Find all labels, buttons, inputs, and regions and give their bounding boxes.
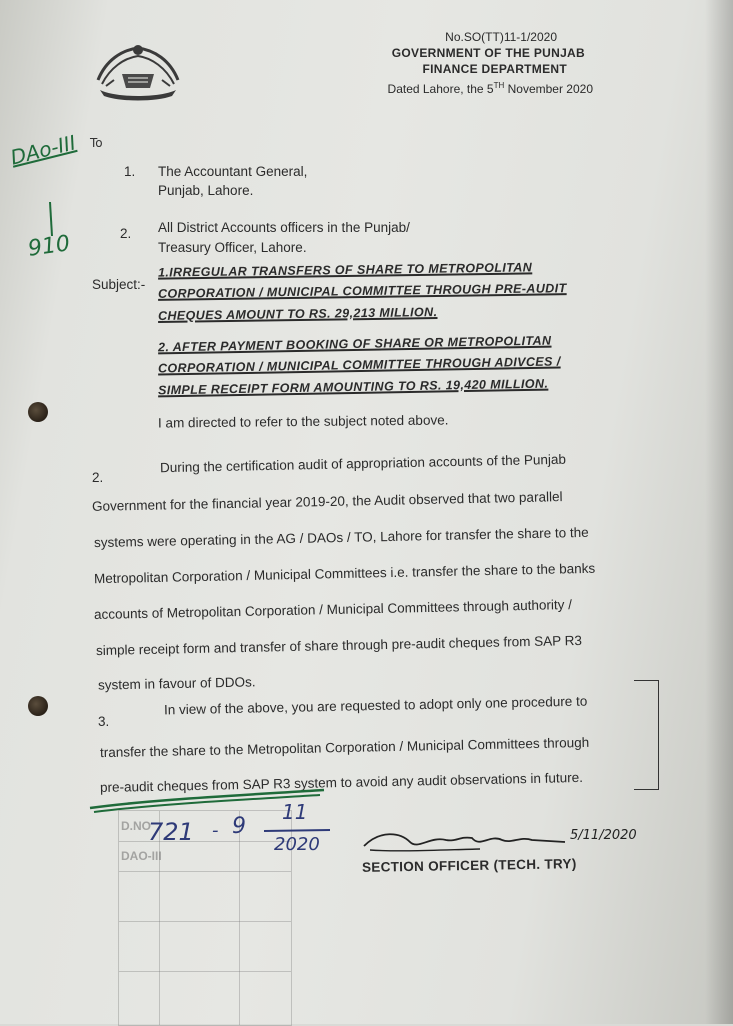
subject-label: Subject:- [92, 277, 146, 292]
paragraph-2-line: system in favour of DDOs. [97, 674, 256, 693]
handwritten-day: 9 [232, 814, 246, 839]
stamp-label-number: D.NO [121, 819, 151, 833]
paragraph-2-line: systems were operating in the AG / DAOs / TO, Lahore for transfer the share to the [93, 524, 589, 551]
handwritten-tick-mark [40, 200, 60, 240]
subject-item1-line1: 1.IRREGULAR TRANSFERS OF SHARE TO METROPOLITAN [157, 260, 533, 280]
paragraph-3-number: 3. [98, 714, 110, 729]
signature-date: 5/11/2020 [570, 828, 637, 843]
handwritten-dao-note: DAo-III [8, 130, 79, 170]
subject-item1-line3: CHEQUES AMOUNT TO RS. 29,213 MILLION. [157, 305, 438, 323]
addressee-1-number: 1. [124, 164, 136, 179]
subject-item2-line2: CORPORATION / MUNICIPAL COMMITTEE THROUGH ADIVCES / [157, 354, 561, 376]
reference-number: No.SO(TT)11-1/2020 [445, 30, 557, 44]
paragraph-2-number: 2. [92, 470, 104, 485]
signatory-title: SECTION OFFICER (TECH. TRY) [361, 856, 577, 875]
stamp-row [119, 971, 291, 972]
subject-item1-line2: CORPORATION / MUNICIPAL COMMITTEE THROUGH PRE-AUDIT [157, 281, 567, 301]
subject-item2-line1: 2. AFTER PAYMENT BOOKING OF SHARE OR METROPOLITAN [157, 333, 552, 355]
handwritten-month: 11 [282, 800, 308, 824]
stamp-column [239, 811, 240, 1025]
addressee-2-line1: All District Accounts officers in the Punjab/ [158, 220, 410, 235]
paragraph-2-line: Metropolitan Corporation / Municipal Committees i.e. transfer the share to the banks [93, 560, 596, 587]
punch-hole-top [28, 402, 48, 422]
opening-line: I am directed to refer to the subject noted above. [157, 412, 449, 431]
paragraph-2-line: simple receipt form and transfer of share through pre-audit cheques from SAP R3 [95, 632, 583, 659]
paragraph-2-line: accounts of Metropolitan Corporation / Municipal Committees through authority / [93, 596, 573, 623]
stamp-row [119, 921, 291, 922]
handwritten-dash: - [212, 820, 219, 841]
officer-signature [360, 822, 570, 856]
to-label: To [90, 136, 103, 150]
addressee-1-line2: Punjab, Lahore. [158, 183, 254, 198]
handwritten-initial: 910 [26, 231, 72, 262]
addressee-1-line1: The Accountant General, [158, 164, 308, 179]
handwritten-year: 2020 [274, 834, 320, 855]
paragraph-3-line: transfer the share to the Metropolitan Corporation / Municipal Committees through [99, 734, 590, 761]
stamp-row [119, 841, 291, 842]
paragraph-3-line: In view of the above, you are requested to adopt only one procedure to [163, 693, 588, 718]
department-heading: FINANCE DEPARTMENT [422, 62, 567, 76]
diary-stamp [118, 810, 292, 1026]
margin-bracket [634, 680, 659, 790]
subject-item2-line3: SIMPLE RECEIPT FORM AMOUNTING TO RS. 19,420 MILLION. [157, 376, 549, 398]
document-date: Dated Lahore, the 5TH November 2020 [387, 81, 593, 96]
paragraph-2-line: During the certification audit of appropriation accounts of the Punjab [159, 451, 567, 476]
addressee-2-line2: Treasury Officer, Lahore. [158, 240, 307, 255]
addressee-2-number: 2. [120, 226, 132, 241]
punjab-government-logo [92, 40, 184, 102]
punch-hole-bottom [28, 696, 48, 716]
paragraph-2-line: Government for the financial year 2019-20, the Audit observed that two parallel [91, 489, 563, 514]
stamp-row [119, 871, 291, 872]
government-heading: GOVERNMENT OF THE PUNJAB [391, 46, 585, 60]
stamp-label-office: DAO-III [121, 849, 162, 863]
handwritten-diary-number: 721 [148, 818, 194, 846]
paragraph-3-line: pre-audit cheques from SAP R3 system to avoid any audit observations in future. [99, 769, 584, 796]
page-edge-shadow [705, 0, 733, 1024]
